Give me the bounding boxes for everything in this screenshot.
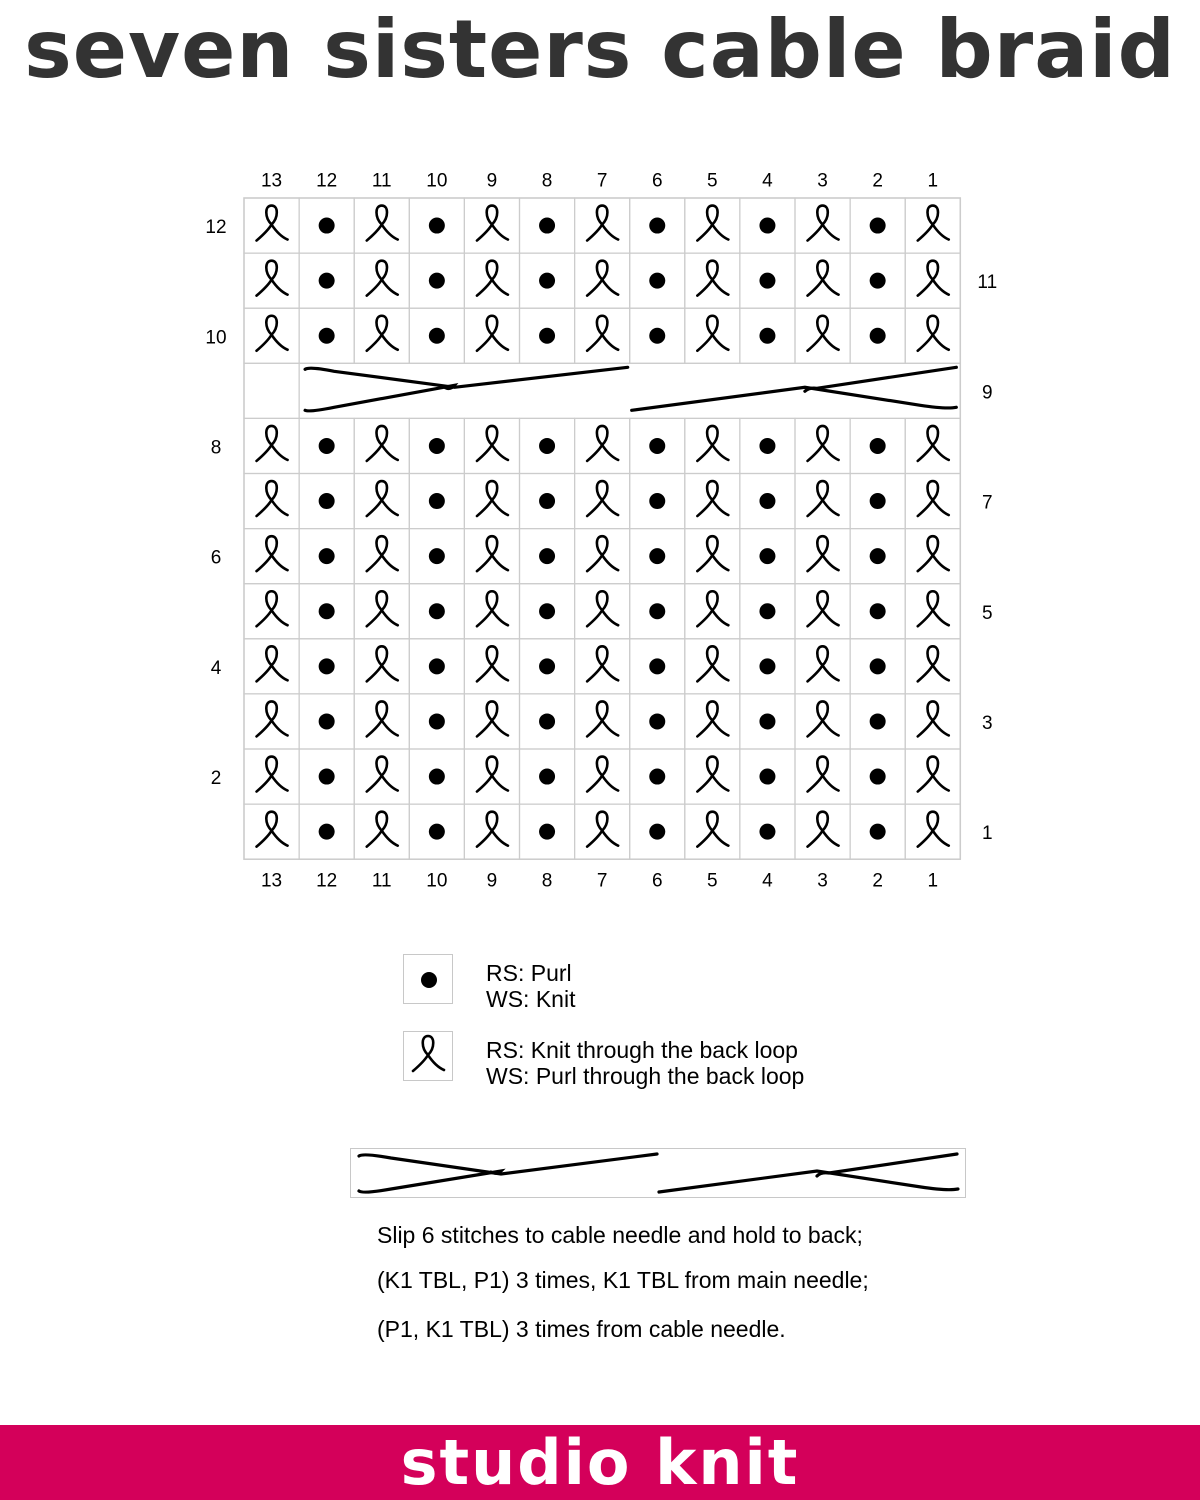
purl-dot-icon	[649, 603, 665, 619]
column-number-top: 4	[762, 170, 773, 192]
twisted-loop-icon	[587, 812, 618, 847]
purl-dot-icon	[429, 824, 445, 840]
twisted-loop-icon	[587, 316, 618, 351]
column-number-bottom: 5	[707, 870, 718, 892]
row-number: 6	[210, 547, 222, 569]
purl-dot-icon	[539, 658, 555, 674]
purl-dot-icon	[319, 824, 335, 840]
column-number-bottom: 2	[872, 870, 883, 892]
column-number-bottom: 13	[260, 870, 283, 892]
purl-dot-icon	[319, 603, 335, 619]
column-number-top: 5	[707, 170, 718, 192]
twisted-loop-icon	[477, 316, 508, 351]
column-number-bottom: 8	[541, 870, 553, 892]
row-number: 11	[977, 272, 998, 294]
row-number: 4	[210, 657, 222, 679]
twisted-loop-icon	[367, 646, 398, 681]
twisted-loop-icon	[587, 591, 618, 626]
legend-purl-rs: RS: Purl	[486, 960, 572, 986]
purl-dot-icon	[429, 713, 445, 729]
twisted-loop-icon	[808, 701, 839, 736]
legend-ktbl-box	[403, 1031, 453, 1081]
purl-dot-icon	[759, 273, 775, 289]
purl-dot-icon	[759, 438, 775, 454]
column-number-top: 1	[927, 170, 939, 192]
purl-dot-icon	[759, 218, 775, 234]
purl-dot-icon	[539, 438, 555, 454]
twisted-loop-icon	[918, 206, 949, 241]
purl-dot-icon	[319, 769, 335, 785]
column-number-top: 7	[596, 170, 608, 192]
purl-dot-icon	[759, 548, 775, 564]
twisted-loop-icon	[257, 481, 288, 516]
column-number-bottom: 1	[927, 870, 939, 892]
twisted-loop-icon	[477, 426, 508, 461]
row-number: 2	[210, 768, 222, 790]
purl-dot-icon	[870, 493, 886, 509]
twisted-loop-icon	[697, 591, 728, 626]
cable-cross-icon	[351, 1149, 965, 1197]
purl-dot-icon	[649, 548, 665, 564]
legend-purl-box	[403, 954, 453, 1004]
column-number-top: 11	[371, 170, 392, 192]
column-number-bottom: 10	[426, 870, 448, 892]
twisted-loop-icon	[367, 316, 398, 351]
purl-dot-icon	[759, 603, 775, 619]
twisted-loop-icon	[697, 646, 728, 681]
purl-dot-icon	[319, 548, 335, 564]
twisted-loop-icon	[587, 536, 618, 571]
twisted-loop-icon	[257, 812, 288, 847]
twisted-loop-icon	[367, 812, 398, 847]
page-title: seven sisters cable braid	[24, 3, 1176, 96]
twisted-loop-icon	[477, 206, 508, 241]
purl-dot-icon	[539, 769, 555, 785]
column-number-top: 2	[872, 170, 883, 192]
column-number-top: 12	[316, 170, 338, 192]
twisted-loop-icon	[697, 481, 728, 516]
twisted-loop-icon	[918, 426, 949, 461]
column-number-bottom: 12	[316, 870, 338, 892]
twisted-loop-icon	[367, 701, 398, 736]
purl-dot-icon	[649, 493, 665, 509]
purl-dot-icon	[759, 713, 775, 729]
column-number-bottom: 4	[762, 870, 773, 892]
twisted-loop-icon	[808, 261, 839, 296]
column-number-bottom: 11	[371, 870, 392, 892]
purl-dot-icon	[429, 273, 445, 289]
twisted-loop-icon	[367, 261, 398, 296]
twisted-loop-icon	[367, 591, 398, 626]
purl-dot-icon	[649, 713, 665, 729]
twisted-loop-icon	[367, 426, 398, 461]
purl-dot-icon	[539, 273, 555, 289]
row-number: 5	[982, 602, 993, 624]
purl-dot-icon	[870, 548, 886, 564]
purl-dot-icon	[319, 658, 335, 674]
row-number: 7	[982, 492, 993, 514]
twisted-loop-icon	[697, 316, 728, 351]
cable-cross-icon	[305, 367, 956, 411]
purl-dot-icon	[759, 824, 775, 840]
twisted-loop-icon	[477, 701, 508, 736]
legend-cable-box	[350, 1148, 966, 1198]
twisted-loop-icon	[257, 536, 288, 571]
purl-dot-icon	[870, 273, 886, 289]
purl-dot-icon	[429, 493, 445, 509]
row-number: 12	[205, 217, 227, 239]
twisted-loop-icon	[477, 261, 508, 296]
twisted-loop-icon	[808, 206, 839, 241]
footer-banner	[0, 1425, 1200, 1500]
purl-dot-icon	[870, 328, 886, 344]
twisted-loop-icon	[808, 426, 839, 461]
twisted-loop-icon	[257, 261, 288, 296]
column-number-top: 10	[426, 170, 448, 192]
twisted-loop-icon	[918, 481, 949, 516]
twisted-loop-icon	[808, 536, 839, 571]
twisted-loop-icon	[257, 426, 288, 461]
twisted-loop-icon	[477, 646, 508, 681]
twisted-loop-icon	[257, 206, 288, 241]
twisted-loop-icon	[808, 757, 839, 792]
purl-dot-icon	[429, 218, 445, 234]
twisted-loop-icon	[367, 757, 398, 792]
purl-dot-icon	[429, 603, 445, 619]
twisted-loop-icon	[697, 261, 728, 296]
twisted-loop-icon	[587, 701, 618, 736]
purl-dot-icon	[539, 713, 555, 729]
legend-ktbl-rs: RS: Knit through the back loop	[486, 1037, 798, 1063]
purl-dot-icon	[319, 328, 335, 344]
purl-dot-icon	[870, 603, 886, 619]
purl-dot-icon	[429, 548, 445, 564]
twisted-loop-icon	[587, 646, 618, 681]
purl-dot-icon	[539, 218, 555, 234]
purl-dot-icon	[759, 769, 775, 785]
twisted-loop-icon	[918, 591, 949, 626]
twisted-loop-icon	[404, 1032, 452, 1080]
purl-dot-icon	[319, 218, 335, 234]
purl-dot-icon	[870, 438, 886, 454]
purl-dot-icon	[870, 713, 886, 729]
column-number-bottom: 9	[486, 870, 498, 892]
purl-dot-icon	[759, 493, 775, 509]
twisted-loop-icon	[587, 481, 618, 516]
column-number-bottom: 7	[596, 870, 608, 892]
column-number-top: 3	[817, 170, 828, 192]
twisted-loop-icon	[697, 426, 728, 461]
purl-dot-icon	[649, 658, 665, 674]
twisted-loop-icon	[918, 812, 949, 847]
twisted-loop-icon	[367, 206, 398, 241]
purl-dot-icon	[539, 824, 555, 840]
twisted-loop-icon	[697, 536, 728, 571]
instruction-line-1: Slip 6 stitches to cable needle and hold to back;	[377, 1222, 863, 1248]
twisted-loop-icon	[808, 316, 839, 351]
chart-cell	[244, 363, 299, 418]
twisted-loop-icon	[477, 757, 508, 792]
twisted-loop-icon	[257, 591, 288, 626]
purl-dot-icon	[759, 328, 775, 344]
twisted-loop-icon	[367, 536, 398, 571]
instruction-line-3: (P1, K1 TBL) 3 times from cable needle.	[377, 1316, 786, 1342]
row-number: 3	[982, 712, 993, 734]
purl-dot-icon	[649, 769, 665, 785]
twisted-loop-icon	[918, 316, 949, 351]
twisted-loop-icon	[918, 536, 949, 571]
purl-dot-icon	[319, 493, 335, 509]
twisted-loop-icon	[918, 701, 949, 736]
purl-dot-icon	[319, 273, 335, 289]
twisted-loop-icon	[477, 591, 508, 626]
purl-dot-icon	[649, 438, 665, 454]
legend-ktbl-text	[486, 1037, 804, 1089]
purl-dot-icon	[539, 603, 555, 619]
twisted-loop-icon	[477, 481, 508, 516]
twisted-loop-icon	[697, 757, 728, 792]
purl-dot-icon	[539, 493, 555, 509]
column-number-top: 9	[486, 170, 498, 192]
twisted-loop-icon	[257, 757, 288, 792]
footer-brand: studio knit	[400, 1426, 800, 1499]
purl-dot-icon	[649, 218, 665, 234]
column-number-top: 6	[651, 170, 663, 192]
purl-dot-icon	[429, 658, 445, 674]
row-number: 1	[982, 823, 993, 845]
twisted-loop-icon	[918, 757, 949, 792]
purl-dot-icon	[870, 218, 886, 234]
twisted-loop-icon	[918, 261, 949, 296]
twisted-loop-icon	[477, 536, 508, 571]
row-number: 8	[210, 437, 222, 459]
column-number-top: 13	[260, 170, 283, 192]
column-number-bottom: 6	[651, 870, 663, 892]
twisted-loop-icon	[808, 591, 839, 626]
row-number: 10	[205, 327, 227, 349]
knitting-chart	[0, 160, 1200, 900]
row-number: 9	[982, 382, 993, 404]
column-number-bottom: 3	[817, 870, 828, 892]
twisted-loop-icon	[697, 206, 728, 241]
legend-purl-text	[486, 960, 575, 1012]
purl-dot-icon	[649, 273, 665, 289]
purl-dot-icon	[649, 824, 665, 840]
purl-dot-icon	[429, 328, 445, 344]
purl-dot-icon	[429, 438, 445, 454]
twisted-loop-icon	[477, 812, 508, 847]
legend-purl-ws: WS: Knit	[486, 986, 576, 1012]
purl-dot-icon	[319, 713, 335, 729]
purl-dot-icon	[319, 438, 335, 454]
twisted-loop-icon	[587, 426, 618, 461]
twisted-loop-icon	[918, 646, 949, 681]
twisted-loop-icon	[808, 812, 839, 847]
purl-dot-icon	[429, 769, 445, 785]
twisted-loop-icon	[587, 261, 618, 296]
twisted-loop-icon	[257, 701, 288, 736]
purl-dot-icon	[649, 328, 665, 344]
twisted-loop-icon	[587, 206, 618, 241]
cable-cell	[299, 363, 960, 418]
purl-dot-icon	[539, 328, 555, 344]
twisted-loop-icon	[808, 481, 839, 516]
twisted-loop-icon	[257, 316, 288, 351]
twisted-loop-icon	[587, 757, 618, 792]
purl-dot-icon	[539, 548, 555, 564]
purl-dot-icon	[870, 658, 886, 674]
instruction-line-2: (K1 TBL, P1) 3 times, K1 TBL from main needle;	[377, 1267, 869, 1293]
twisted-loop-icon	[808, 646, 839, 681]
legend-ktbl-ws: WS: Purl through the back loop	[486, 1063, 805, 1089]
purl-dot-icon	[870, 769, 886, 785]
purl-dot-icon	[759, 658, 775, 674]
column-number-top: 8	[541, 170, 553, 192]
twisted-loop-icon	[367, 481, 398, 516]
twisted-loop-icon	[257, 646, 288, 681]
twisted-loop-icon	[697, 701, 728, 736]
purl-dot-icon	[404, 955, 452, 1003]
purl-dot-icon	[870, 824, 886, 840]
twisted-loop-icon	[697, 812, 728, 847]
